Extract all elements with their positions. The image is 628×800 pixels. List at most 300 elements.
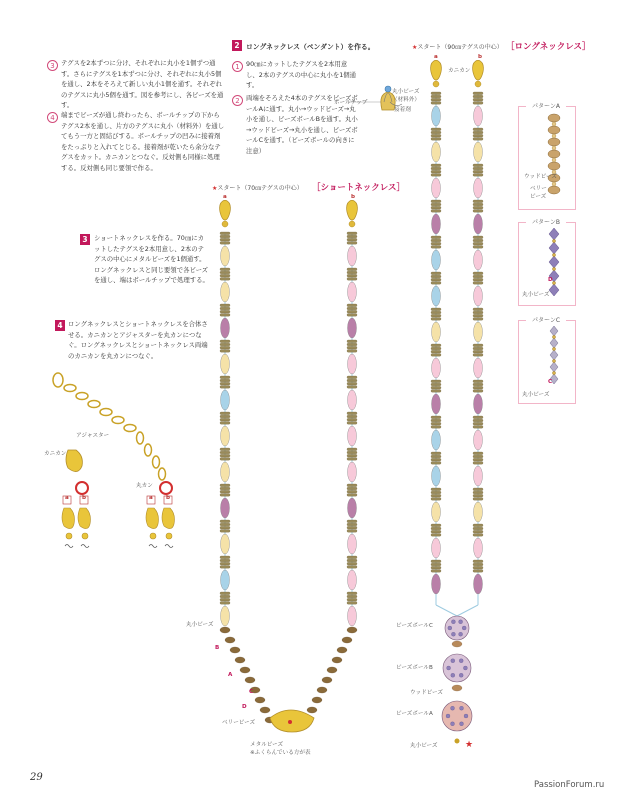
seed-bead: [220, 235, 230, 238]
pattern-b-small-label: 丸小ビーズ: [522, 292, 550, 298]
seed-bead: [431, 350, 441, 353]
bead-ball: [221, 534, 230, 554]
bead-ball: [432, 142, 441, 162]
seed-bead: [347, 530, 357, 533]
seed-bead: [473, 527, 483, 530]
wood-bead: [347, 627, 357, 633]
bead-ball: [474, 394, 483, 414]
seed-bead: [431, 488, 441, 491]
seed-bead: [431, 272, 441, 275]
seed-bead: [473, 92, 483, 95]
bead-ball: [348, 246, 357, 266]
bead-ball: [221, 246, 230, 266]
bead-ball: [474, 214, 483, 234]
section-3-text: ショートネックレスを作る。70㎝にカットしたテグスを2本用意し、2本のテグスの中心にメタルビーズを1個通す。ロングネックレスと同じ要領で各ビーズを通し、端はボールチップで処理する。: [94, 234, 209, 284]
seed-bead: [220, 340, 230, 343]
seed-bead: [473, 383, 483, 386]
detail-ball-chip-label: ボールチップ: [334, 100, 368, 106]
seed-bead: [473, 311, 483, 314]
bead-ball: [474, 466, 483, 486]
seed-bead: [347, 523, 357, 526]
seed-bead: [431, 311, 441, 314]
wood-bead: [255, 697, 265, 703]
ball-facet: [451, 659, 455, 663]
ball-facet: [447, 666, 451, 670]
ball-facet: [463, 666, 467, 670]
seed-bead: [220, 242, 230, 245]
seed-bead: [220, 595, 230, 598]
seed-bead: [220, 379, 230, 382]
seed-bead: [347, 346, 357, 349]
long-necklace-title: ［ロングネックレス］: [506, 42, 591, 52]
seed-bead: [431, 138, 441, 141]
seed-bead: [347, 379, 357, 382]
seed-bead: [473, 282, 483, 285]
seed-bead: [431, 534, 441, 537]
seed-bead: [220, 602, 230, 605]
wood-bead: [337, 647, 347, 653]
seed-bead: [431, 426, 441, 429]
seed-bead: [220, 448, 230, 451]
wood-bead: [322, 677, 332, 683]
seed-bead: [431, 134, 441, 137]
wood-bead: [235, 657, 245, 663]
pattern-c-mark: C: [548, 379, 553, 385]
bead-ball: [432, 178, 441, 198]
bead-ball: [474, 178, 483, 198]
ball-facet: [451, 620, 455, 624]
seed-bead: [347, 238, 357, 241]
seed-bead: [431, 347, 441, 350]
seed-bead: [473, 278, 483, 281]
seed-bead: [473, 206, 483, 209]
seed-bead: [347, 310, 357, 313]
section-3-badge: 3: [80, 234, 90, 245]
ball-facet: [451, 673, 455, 677]
seed-bead: [347, 598, 357, 601]
seed-bead: [431, 491, 441, 494]
seed-bead: [347, 386, 357, 389]
short-berry-bead-label: ベリービーズ: [222, 720, 256, 726]
seed-bead: [431, 390, 441, 393]
bead-ball: [348, 318, 357, 338]
bead-ball: [348, 426, 357, 446]
bead-ball: [432, 394, 441, 414]
seed-bead: [473, 416, 483, 419]
step-number-3: 3: [47, 60, 58, 71]
short-mark-b: B: [215, 645, 220, 651]
seed-bead: [431, 494, 441, 497]
bead-ball: [474, 358, 483, 378]
assembly-illustration: [28, 368, 208, 558]
short-metal-bead-label: メタルビーズ: [250, 742, 284, 748]
long-ball-a-label: ビーズボールA: [396, 711, 433, 717]
seed-bead: [220, 346, 230, 349]
seed-bead: [431, 200, 441, 203]
pattern-c-title: パターンC: [526, 315, 566, 324]
short-small-bead-label: 丸小ビーズ: [186, 622, 214, 628]
bead-ball: [221, 498, 230, 518]
wood-bead: [332, 657, 342, 663]
wood-bead: [312, 697, 322, 703]
ball-facet: [451, 632, 455, 636]
seed-bead: [220, 422, 230, 425]
seed-bead: [431, 239, 441, 242]
seed-bead: [220, 268, 230, 271]
ball-facet: [459, 632, 463, 636]
bead-ball: [348, 498, 357, 518]
seed-bead: [347, 422, 357, 425]
bead-ball: [474, 322, 483, 342]
bead-ball: [474, 142, 483, 162]
seed-bead: [347, 490, 357, 493]
pattern-b-title: パターンB: [526, 217, 566, 226]
wood-bead: [342, 637, 352, 643]
seed-bead: [431, 530, 441, 533]
seed-bead: [473, 498, 483, 501]
seed-bead: [220, 307, 230, 310]
lobster-clasp-icon: [431, 60, 442, 80]
seed-bead: [431, 210, 441, 213]
seed-bead: [431, 344, 441, 347]
seed-bead: [473, 164, 483, 167]
bead-ball: [432, 574, 441, 594]
bead-ball: [221, 570, 230, 590]
seed-bead: [431, 164, 441, 167]
seed-bead: [347, 307, 357, 310]
bead-ball: [432, 322, 441, 342]
footer-watermark: PassionForum.ru: [534, 780, 605, 790]
wood-bead: [327, 667, 337, 673]
seed-bead: [347, 487, 357, 490]
pattern-a-wood-label: ウッドビーズ: [524, 174, 557, 180]
seed-bead: [473, 380, 483, 383]
wood-bead: [220, 627, 230, 633]
bead-ball: [474, 430, 483, 450]
assembly-mark-a: a: [65, 495, 69, 501]
short-end-b: b: [351, 194, 356, 200]
seed-bead: [473, 272, 483, 275]
seed-bead: [431, 318, 441, 321]
pattern-b-mark: D: [548, 277, 553, 283]
ball-facet: [451, 706, 455, 710]
wood-bead: [245, 677, 255, 683]
seed-bead: [473, 242, 483, 245]
bead-ball: [432, 250, 441, 270]
ball-facet: [464, 714, 468, 718]
seed-bead: [220, 271, 230, 274]
seed-bead: [347, 458, 357, 461]
section-2-step-1-number: 1: [232, 61, 243, 72]
seed-bead: [347, 592, 357, 595]
seed-bead: [220, 350, 230, 353]
seed-bead: [220, 559, 230, 562]
seed-bead: [473, 170, 483, 173]
wood-bead: [452, 685, 462, 691]
seed-bead: [473, 174, 483, 177]
seed-bead: [473, 314, 483, 317]
seed-bead: [431, 275, 441, 278]
ball-facet: [460, 722, 464, 726]
seed-bead: [473, 308, 483, 311]
detail-material-note: （材料外）: [392, 97, 420, 103]
seed-bead: [347, 556, 357, 559]
bead-ball: [432, 358, 441, 378]
seed-bead: [220, 566, 230, 569]
wood-bead: [317, 687, 327, 693]
seed-bead: [220, 386, 230, 389]
step-number-4: 4: [47, 112, 58, 123]
seed-bead: [431, 527, 441, 530]
seed-bead: [473, 275, 483, 278]
seed-bead: [431, 524, 441, 527]
ball-facet: [459, 673, 463, 677]
wood-bead: [452, 641, 462, 647]
seed-bead: [220, 520, 230, 523]
seed-bead: [431, 416, 441, 419]
ball-chip-icon: [349, 221, 355, 227]
seed-bead: [347, 526, 357, 529]
seed-bead: [220, 458, 230, 461]
bead-ball: [474, 250, 483, 270]
wood-bead: [307, 707, 317, 713]
seed-bead: [431, 566, 441, 569]
seed-bead: [431, 570, 441, 573]
jump-ring-label: 丸カン: [136, 483, 153, 489]
bead-ball: [221, 354, 230, 374]
seed-bead: [220, 592, 230, 595]
seed-bead: [473, 200, 483, 203]
long-small-bead-label: 丸小ビーズ: [410, 743, 438, 749]
seed-bead: [220, 484, 230, 487]
seed-bead: [220, 598, 230, 601]
detail-small-bead-label: 丸小ビーズ: [392, 89, 420, 95]
seed-bead: [347, 304, 357, 307]
seed-bead: [431, 314, 441, 317]
seed-bead: [431, 422, 441, 425]
seed-bead: [431, 92, 441, 95]
seed-bead: [220, 310, 230, 313]
lobster-clasp-icon: [347, 200, 358, 220]
ball-facet: [459, 620, 463, 624]
section-4-text: ロングネックレスとショートネックレスを合体させる。カニカンとアジャスターを丸カンにつなぐ。ロングネックレスとショートネックレス両端のカニカンを丸カンにつなぐ。: [68, 320, 208, 360]
bead-ball: [432, 466, 441, 486]
seed-bead: [473, 236, 483, 239]
seed-bead: [431, 170, 441, 173]
seed-bead: [220, 232, 230, 235]
seed-bead: [220, 490, 230, 493]
seed-bead: [431, 174, 441, 177]
seed-bead: [473, 102, 483, 105]
bead-ball: [221, 462, 230, 482]
seed-bead: [431, 455, 441, 458]
seed-bead: [473, 344, 483, 347]
section-2-step-2-text: 両端をそろえた4本のテグスをビーズボールAに通す。丸小→ウッドビーズ→丸小を通し、ビーズボールBを通す。丸小→ウッドビーズ→丸小を通し、ビーズボールCを通す。（ビーズボールの向きに注意）: [246, 94, 358, 155]
seed-bead: [473, 98, 483, 101]
bead-ball: [221, 606, 230, 626]
seed-bead: [431, 462, 441, 465]
seed-bead: [347, 412, 357, 415]
seed-bead: [473, 134, 483, 137]
bead-ball: [432, 214, 441, 234]
seed-bead: [473, 426, 483, 429]
assembly-mark-b-right: b: [166, 495, 171, 501]
metal-bead: [270, 710, 314, 732]
seed-bead: [220, 494, 230, 497]
seed-bead: [347, 562, 357, 565]
seed-bead: [431, 203, 441, 206]
wood-bead: [225, 637, 235, 643]
seed-bead: [347, 451, 357, 454]
step-4-text: 端までビーズが通し終わったら、ボールチップの下からテグス2本を通し、片方のテグスに丸小（材料外）を通してもう一方と固結びする。ボールチップの凹みに接着剤をたっぷりと入れてとじる。接着剤が乾いたら余分なテグスをカット。カニカンとつなぐ。反対側も同様に処理する。反対側も同じ要領で作る。: [61, 111, 225, 172]
seed-bead: [431, 458, 441, 461]
seed-bead: [220, 418, 230, 421]
seed-bead: [431, 246, 441, 249]
seed-bead: [431, 498, 441, 501]
seed-bead: [473, 131, 483, 134]
ball-chip-icon: [433, 81, 439, 87]
seed-bead: [473, 458, 483, 461]
thread-join: [436, 605, 478, 616]
start-marker: [288, 720, 292, 724]
seed-bead: [431, 206, 441, 209]
seed-bead: [431, 380, 441, 383]
bead-ball: [432, 430, 441, 450]
seed-bead: [347, 232, 357, 235]
seed-bead: [473, 455, 483, 458]
small-bead: [455, 739, 460, 744]
seed-bead: [347, 520, 357, 523]
ball-chip-icon: [475, 81, 481, 87]
seed-bead: [431, 308, 441, 311]
bead-ball: [474, 106, 483, 126]
seed-bead: [473, 318, 483, 321]
long-lobster-label: カニカン: [448, 68, 471, 74]
seed-bead: [220, 278, 230, 281]
seed-bead: [473, 491, 483, 494]
seed-bead: [431, 563, 441, 566]
page-number: 29: [30, 772, 43, 783]
seed-bead: [473, 570, 483, 573]
seed-bead: [347, 376, 357, 379]
seed-bead: [431, 242, 441, 245]
section-2-badge: 2: [232, 40, 242, 51]
seed-bead: [347, 235, 357, 238]
seed-bead: [431, 236, 441, 239]
long-wood-bead-label: ウッドビーズ: [410, 690, 443, 696]
seed-bead: [347, 268, 357, 271]
seed-bead: [220, 487, 230, 490]
long-ball-b-label: ビーズボールB: [396, 665, 433, 671]
seed-bead: [473, 390, 483, 393]
ball-facet: [459, 659, 463, 663]
seed-bead: [220, 451, 230, 454]
long-start-label: ★スタート（90㎝テグスの中心）: [412, 44, 503, 51]
short-end-a: a: [223, 194, 227, 200]
bead-ball: [432, 502, 441, 522]
detail-glue-label: 接着剤: [394, 107, 411, 113]
seed-bead: [347, 271, 357, 274]
seed-bead: [347, 415, 357, 418]
pattern-a-berry-label: ベリービーズ: [530, 186, 547, 200]
seed-bead: [473, 534, 483, 537]
seed-bead: [431, 278, 441, 281]
seed-bead: [220, 314, 230, 317]
seed-bead: [347, 559, 357, 562]
seed-bead: [473, 386, 483, 389]
bead-ball: [348, 354, 357, 374]
section-2-step-1-text: 90㎝にカットしたテグスを2本用意し、2本のテグスの中心に丸小を1個通す。: [246, 60, 357, 89]
seed-bead: [431, 452, 441, 455]
seed-bead: [431, 354, 441, 357]
bead-ball: [348, 462, 357, 482]
seed-bead: [473, 350, 483, 353]
short-mark-d: D: [242, 704, 247, 710]
seed-bead: [220, 382, 230, 385]
seed-bead: [347, 278, 357, 281]
seed-bead: [347, 350, 357, 353]
seed-bead: [473, 210, 483, 213]
short-mark-c: C: [249, 689, 254, 695]
section-2-step-2-number: 2: [232, 95, 243, 106]
bead-ball: [221, 282, 230, 302]
seed-bead: [347, 602, 357, 605]
bead-ball: [474, 538, 483, 558]
bead-ball: [221, 318, 230, 338]
section-2-title: ロングネックレス（ペンダント）を作る。: [246, 43, 375, 51]
bead-ball: [432, 538, 441, 558]
seed-bead: [347, 242, 357, 245]
lobster-clasp-icon: [473, 60, 484, 80]
short-necklace-title: ［ショートネックレス］: [312, 183, 405, 193]
pattern-c-small-label: 丸小ビーズ: [522, 392, 550, 398]
ball-facet: [451, 722, 455, 726]
bead-ball: [474, 502, 483, 522]
seed-bead: [347, 595, 357, 598]
seed-bead: [347, 340, 357, 343]
seed-bead: [220, 412, 230, 415]
seed-bead: [431, 131, 441, 134]
seed-bead: [473, 452, 483, 455]
ball-chip-icon: [222, 221, 228, 227]
seed-bead: [347, 382, 357, 385]
seed-bead: [473, 95, 483, 98]
seed-bead: [473, 354, 483, 357]
seed-bead: [220, 454, 230, 457]
bead-ball: [348, 534, 357, 554]
seed-bead: [347, 448, 357, 451]
bead-ball: [348, 606, 357, 626]
seed-bead: [431, 560, 441, 563]
seed-bead: [347, 484, 357, 487]
seed-bead: [473, 419, 483, 422]
short-start-label: ★スタート（70㎝テグスの中心）: [212, 185, 303, 192]
step-3-text: テグスを2本ずつに分け、それぞれに丸小を1個ずつ通す。さらにテグスを1本ずつに分け、それぞれに丸小5個を通し、2本をそろえて新しい丸小1個を通す。それぞれのテグスに丸小5個を通す。図を参考にし、各ビーズを通す。: [61, 59, 224, 109]
assembly-mark-a-right: a: [149, 495, 153, 501]
short-metal-note: ※ふくらんでいる方が表: [250, 750, 311, 756]
seed-bead: [347, 274, 357, 277]
seed-bead: [220, 304, 230, 307]
ball-facet: [446, 714, 450, 718]
bead-ball: [348, 570, 357, 590]
seed-bead: [431, 419, 441, 422]
bead-ball: [474, 286, 483, 306]
seed-bead: [473, 524, 483, 527]
star-icon: ★: [465, 740, 474, 750]
bead-ball: [432, 286, 441, 306]
seed-bead: [220, 556, 230, 559]
seed-bead: [473, 422, 483, 425]
